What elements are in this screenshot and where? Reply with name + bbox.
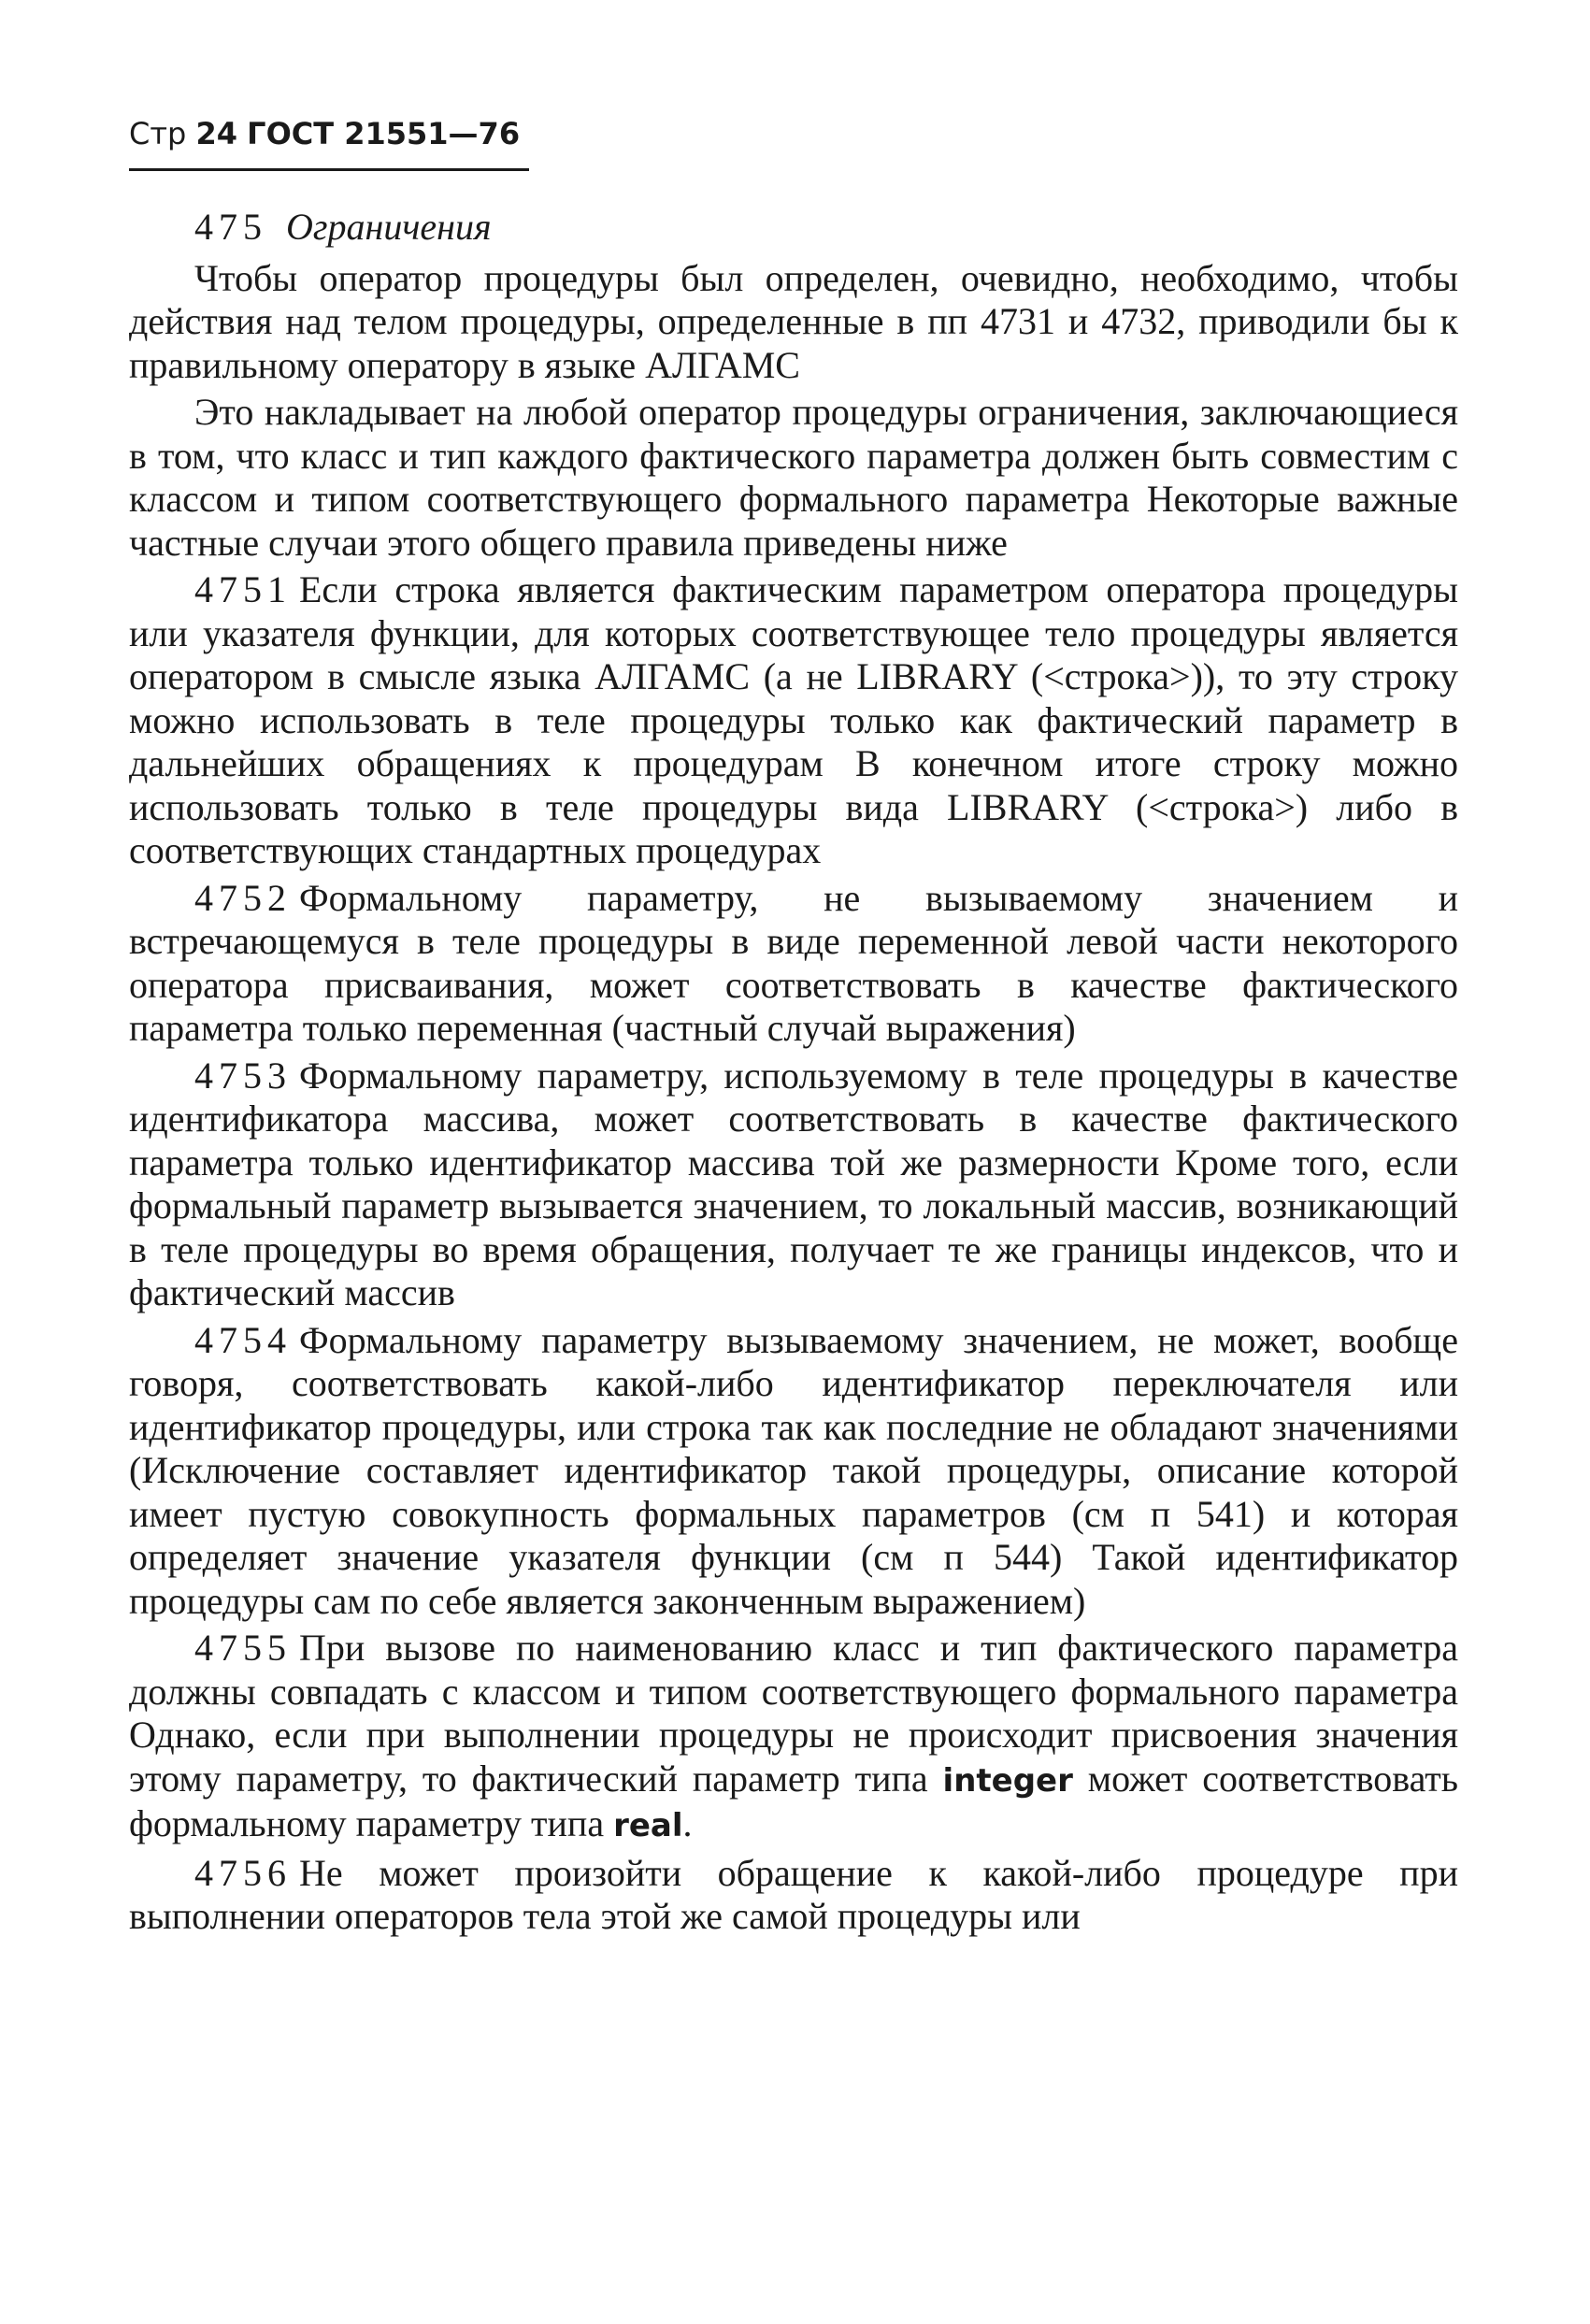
paragraph-text: Формальному параметру, не вызываемому значением и встречающемуся в теле процедуры в виде переменной левой части некоторого оператора присваивания, может соответствовать в качестве фактического параметра только переменная (частный случай выражения) (129, 876, 1458, 1049)
paragraph-text: может соответствовать формальному параметру типа (129, 1757, 1459, 1844)
paragraph-number: 4751 (194, 568, 292, 610)
page-number: 24 (195, 116, 237, 151)
standard-code: ГОСТ 21551—76 (247, 116, 521, 151)
paragraph-text: . (682, 1802, 693, 1844)
paragraph-4752 (129, 877, 1458, 1051)
paragraph-text: Если строка является фактическим параметром оператора процедуры или указателя функции, для которых соответствующее тело процедуры является оператором в смысле языка АЛГАМС (а не LIBRARY (<строка>)), то эту строку можно использовать в теле процедуры только как фактический параметр в дальнейших обращениях к процедурам В конечном итоге строку можно использовать только в теле процедуры вида LIBRARY (<строка>) либо в соответствующих стандартных процедурах (129, 568, 1458, 871)
paragraph-text: При вызове по наименованию класс и тип фактического параметра должны совпадать с классом и типом соответствующего формального параметра Однако, если при выполнении процедуры не происходит присвоения значения этому параметру, то фактический параметр типа (129, 1627, 1458, 1800)
paragraph-4753 (129, 1054, 1458, 1315)
paragraph-intro-1 (129, 257, 1458, 388)
paragraph-number: 4754 (194, 1318, 292, 1361)
paragraph-text: Формальному параметру, используемому в теле процедуры в качестве идентификатора массива, может соответствовать в качестве фактического параметра только идентификатор массива той же размерности Кроме того, если формальный параметр вызывается значением, то локальный массив, возникающий в теле процедуры во время обращения, получает те же границы индексов, что и фактический массив (129, 1054, 1458, 1313)
page-header (129, 116, 529, 151)
paragraph-text: Формальному параметру вызываемому значением, не может, вообще говоря, соответствовать какой-либо идентификатор переключателя или идентификатор процедуры, или строка так как последние не обладают значениями (Исключение составляет идентификатор такой процедуры, описание которой имеет пустую совокупность формальных параметров (см п 541) и которая определяет значение указателя функции (см п 544) Такой идентификатор процедуры сам по себе является законченным выражением) (129, 1318, 1458, 1622)
paragraph-4755 (129, 1627, 1458, 1848)
page-prefix: Стр (129, 116, 187, 151)
keyword-real: real (613, 1807, 683, 1844)
section-heading (129, 206, 1458, 250)
paragraph-text: Не может произойти обращение к какой-либо процедуре при выполнении операторов тела этой же самой процедуры или (129, 1851, 1458, 1937)
page-body (129, 206, 1458, 1943)
paragraph-4754 (129, 1319, 1458, 1624)
paragraph-number: 4752 (194, 876, 292, 919)
paragraph-number: 4753 (194, 1054, 292, 1097)
paragraph-text: Чтобы оператор процедуры был определен, очевидно, необходимо, чтобы действия над телом процедуры, определенные в пп 4731 и 4732, приводили бы к правильному оператору в языке АЛГАМС (129, 256, 1458, 386)
section-title: Ограничения (286, 206, 492, 248)
paragraph-intro-2 (129, 391, 1458, 565)
paragraph-text: Это накладывает на любой оператор процедуры ограничения, заключающиеся в том, что класс и тип каждого фактического параметра должен быть совместим с классом и типом соответствующего формального параметра Некоторые важные частные случаи этого общего правила приведены ниже (129, 391, 1458, 564)
paragraph-number: 4755 (194, 1627, 292, 1669)
paragraph-4756 (129, 1852, 1458, 1939)
paragraph-number: 4756 (194, 1851, 292, 1894)
keyword-integer: integer (942, 1761, 1073, 1800)
section-number: 475 (194, 206, 267, 248)
header-rule (129, 168, 529, 171)
paragraph-4751 (129, 568, 1458, 873)
